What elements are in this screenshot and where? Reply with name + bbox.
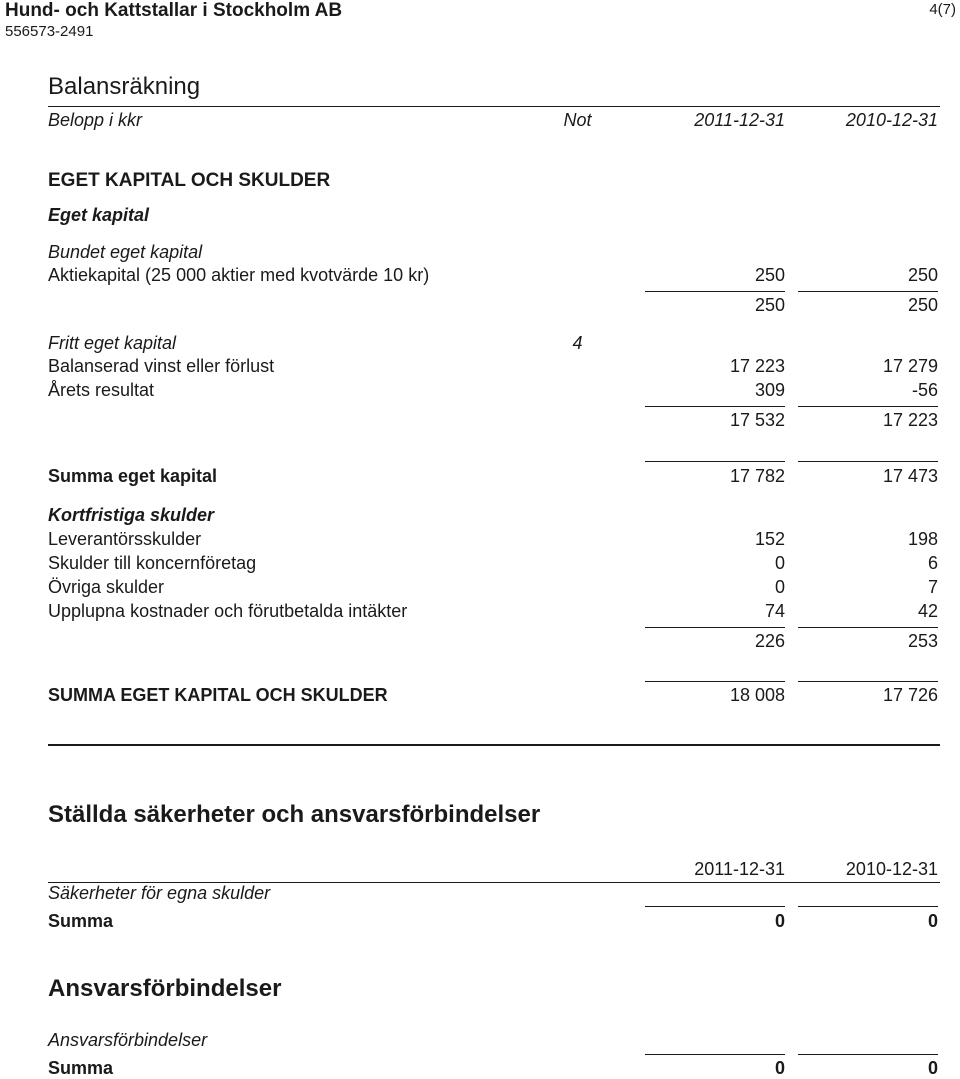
section-divider <box>48 744 940 746</box>
liability-row-y2: 7 <box>927 577 938 597</box>
restricted-sum-y2: 250 <box>907 295 938 315</box>
pledged-sum-y2: 0 <box>927 911 938 931</box>
pledged-row-label: Säkerheter för egna skulder <box>48 883 271 903</box>
sum-rule <box>798 1054 938 1055</box>
pledged-sum-y1: 0 <box>774 911 785 931</box>
contingent-title: Ansvarsförbindelser <box>48 975 282 1002</box>
total-rule <box>645 681 785 682</box>
free-equity-note: 4 <box>572 333 583 353</box>
year2-column-header: 2010-12-31 <box>845 110 938 130</box>
equity-heading: Eget kapital <box>48 205 150 225</box>
liability-row-label: Skulder till koncernföretag <box>48 553 257 573</box>
pledged-title: Ställda säkerheter och ansvarsförbindelser <box>48 801 541 828</box>
retained-earnings-y1: 17 223 <box>729 356 785 376</box>
contingent-sum-label: Summa <box>48 1058 114 1078</box>
equity-total-label: Summa eget kapital <box>48 466 218 486</box>
grand-total-y2: 17 726 <box>882 685 938 705</box>
note-column-header: Not <box>563 110 592 130</box>
sum-rule <box>645 1054 785 1055</box>
liability-row-label: Upplupna kostnader och förutbetalda intäkter <box>48 601 408 621</box>
company-name: Hund- och Kattstallar i Stockholm AB <box>5 0 343 21</box>
pledged-sum-label: Summa <box>48 911 114 931</box>
contingent-row-label: Ansvarsförbindelser <box>48 1030 208 1050</box>
header-rule <box>48 106 940 107</box>
sum-rule <box>645 406 785 407</box>
liability-row-y1: 0 <box>774 577 785 597</box>
free-sum-y2: 17 223 <box>882 410 938 430</box>
sum-rule <box>798 291 938 292</box>
share-capital-label: Aktiekapital (25 000 aktier med kvotvärde 10 kr) <box>48 265 430 285</box>
section-heading: EGET KAPITAL OCH SKULDER <box>48 170 331 191</box>
balance-title: Balansräkning <box>48 73 201 100</box>
retained-earnings-y2: 17 279 <box>882 356 938 376</box>
equity-total-y2: 17 473 <box>882 466 938 486</box>
liability-row-y2: 198 <box>907 529 938 549</box>
sum-rule <box>798 627 938 628</box>
short-term-liabilities-heading: Kortfristiga skulder <box>48 505 215 525</box>
retained-earnings-label: Balanserad vinst eller förlust <box>48 356 275 376</box>
year1-column-header: 2011-12-31 <box>694 110 785 130</box>
sum-rule <box>645 291 785 292</box>
total-rule <box>798 461 938 462</box>
free-sum-y1: 17 532 <box>729 410 785 430</box>
amount-unit-label: Belopp i kkr <box>48 110 143 130</box>
liability-row-y2: 42 <box>917 601 938 621</box>
grand-total-label: SUMMA EGET KAPITAL OCH SKULDER <box>48 685 388 705</box>
contingent-sum-y1: 0 <box>774 1058 785 1078</box>
pledged-year1-header: 2011-12-31 <box>694 859 785 879</box>
grand-total-y1: 18 008 <box>729 685 785 705</box>
sum-rule <box>645 906 785 907</box>
pledged-year2-header: 2010-12-31 <box>845 859 938 879</box>
free-equity-heading: Fritt eget kapital <box>48 333 177 353</box>
liability-row-y2: 6 <box>927 553 938 573</box>
year-result-y1: 309 <box>754 380 785 400</box>
liability-row-y1: 152 <box>754 529 785 549</box>
sum-rule <box>645 627 785 628</box>
liability-row-y1: 0 <box>774 553 785 573</box>
liability-row-label: Övriga skulder <box>48 577 165 597</box>
year-result-label: Årets resultat <box>48 380 155 400</box>
liability-row-y1: 74 <box>764 601 785 621</box>
total-rule <box>645 461 785 462</box>
short-sum-y2: 253 <box>907 631 938 651</box>
equity-total-y1: 17 782 <box>729 466 785 486</box>
sum-rule <box>798 906 938 907</box>
org-number: 556573-2491 <box>5 23 94 40</box>
page-number: 4(7) <box>929 1 956 18</box>
restricted-equity-heading: Bundet eget kapital <box>48 242 203 262</box>
restricted-sum-y1: 250 <box>754 295 785 315</box>
year-result-y2: -56 <box>911 380 938 400</box>
share-capital-y1: 250 <box>754 265 785 285</box>
short-sum-y1: 226 <box>754 631 785 651</box>
total-rule <box>798 681 938 682</box>
share-capital-y2: 250 <box>907 265 938 285</box>
contingent-sum-y2: 0 <box>927 1058 938 1078</box>
sum-rule <box>798 406 938 407</box>
liability-row-label: Leverantörsskulder <box>48 529 202 549</box>
